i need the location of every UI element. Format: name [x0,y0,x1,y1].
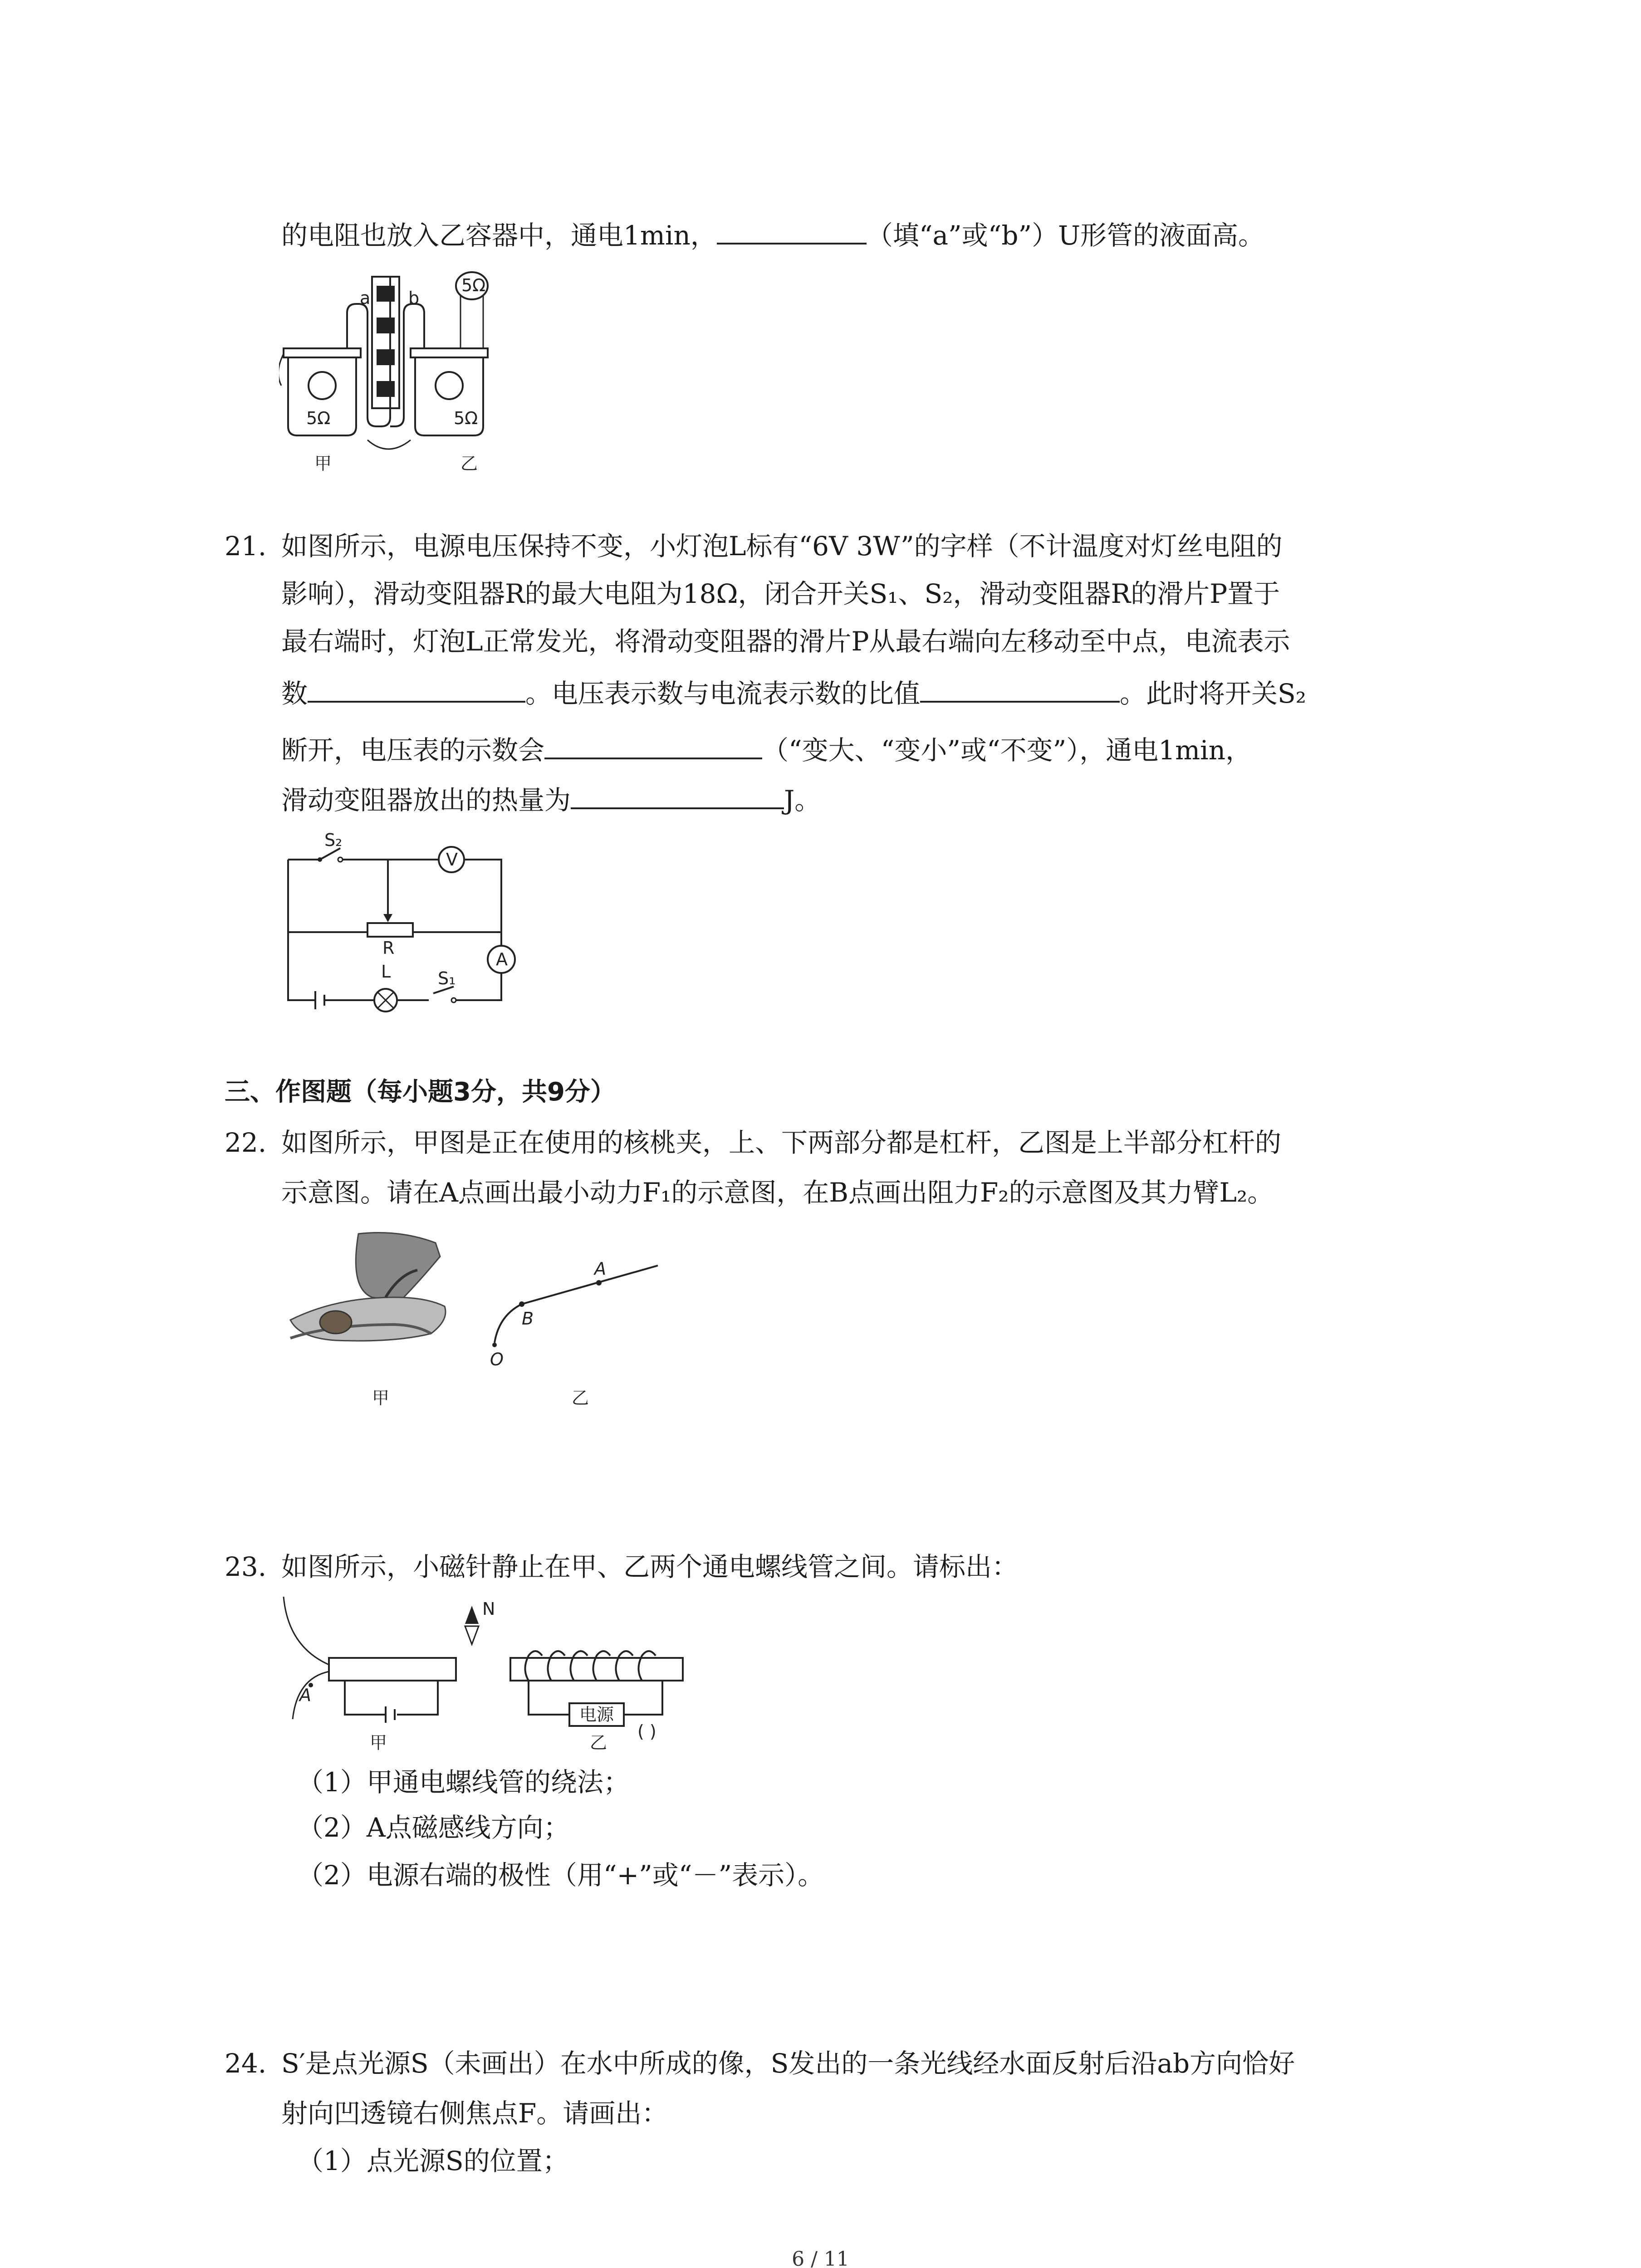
q21-label-l: L [381,962,391,982]
q20-text-b: （填“a”或“b”）U形管的液面高。 [866,220,1265,251]
q24-line2: 射向凹透镜右侧焦点F。请画出： [281,2098,668,2129]
q21-line5-a: 断开，电压表的示数会 [281,735,545,766]
q21-blank-heat[interactable] [571,804,784,809]
q21-line6-a: 滑动变阻器放出的热量为 [281,785,571,816]
q23-line1: 如图所示，小磁针静止在甲、乙两个通电螺线管之间。请标出： [281,1551,1019,1582]
q21-blank-ratio[interactable] [920,697,1120,703]
q22-line2: 示意图。请在A点画出最小动力F₁的示意图，在B点画出阻力F₂的示意图及其力臂L₂。 [281,1177,1274,1208]
q21-label-v: V [446,850,458,870]
q22-line1: 如图所示，甲图是正在使用的核桃夹，上、下两部分都是杠杆，乙图是上半部分杠杆的 [281,1127,1282,1158]
q23-label-source: 电源 [579,1705,614,1725]
q20-label-r-right: 5Ω [454,408,478,428]
q23-label-paren: ( ) [637,1721,656,1741]
q21-label-r: R [382,938,395,958]
q21-line2: 影响），滑动变阻器R的最大电阻为18Ω，闭合开关S₁、S₂，滑动变阻器R的滑片P置于 [281,578,1280,609]
q21-line6 [281,785,821,816]
q20-line1 [281,222,1264,249]
q21-line4-a: 数 [281,678,308,709]
q21-label-s2: S₂ [324,832,343,850]
q20-label-b: b [408,288,420,308]
q22-nutcracker-photo [290,1233,446,1341]
q21-line5-b: （“变大、“变小”或“不变”），通电1min， [762,735,1252,766]
q22-label-jia: 甲 [372,1388,390,1408]
q20-u-tube-figure [279,268,506,476]
q20-answer-blank[interactable] [717,239,867,244]
q23-label-yi: 乙 [590,1733,607,1753]
q20-label-r-left: 5Ω [306,408,331,428]
q23-solenoid-figure [279,1592,715,1760]
q22-label-a: A [594,1259,606,1279]
q22-number: 22. [225,1127,267,1158]
q23-label-n: N [482,1599,495,1619]
q21-blank-current[interactable] [308,697,525,703]
q21-circuit-figure [279,832,533,1014]
q21-line5 [281,735,1252,766]
q20-label-r-top: 5Ω [461,275,486,295]
q22-nutcracker-figure [281,1229,690,1420]
q21-label-s1: S₁ [438,968,456,988]
q22-label-o: O [490,1349,504,1369]
q20-label-jia: 甲 [314,454,332,474]
q20-label-a: a [360,288,371,308]
q21-label-a: A [496,949,508,969]
page-number: 6 / 11 [792,2248,849,2268]
q22-label-b: B [522,1309,534,1329]
q24-item1: （1）点光源S的位置； [297,2146,569,2176]
q21-line4 [281,680,1306,707]
q23-item2: （2）A点磁感线方向； [297,1812,570,1843]
q24-line1: S′是点光源S（未画出）在水中所成的像，S发出的一条光线经水面反射后沿ab方向恰好 [281,2048,1295,2079]
q23-item1: （1）甲通电螺线管的绕法； [297,1767,630,1798]
q23-item3: （2）电源右端的极性（用“+”或“－”表示）。 [297,1860,824,1891]
q24-number: 24. [225,2048,267,2079]
section3-heading: 三、作图题（每小题3分，共9分） [225,1077,616,1107]
q21-line4-c: 。此时将开关S₂ [1120,678,1307,709]
q23-label-a: A [299,1685,311,1705]
q20-text-a: 的电阻也放入乙容器中，通电1min， [281,220,717,251]
q21-line1: 如图所示，电源电压保持不变，小灯泡L标有“6V 3W”的字样（不计温度对灯丝电阻的 [281,531,1283,562]
q21-line3: 最右端时，灯泡L正常发光，将滑动变阻器的滑片P从最右端向左移动至中点，电流表示 [281,626,1290,657]
q20-label-yi: 乙 [460,454,478,474]
q21-number: 21. [225,531,267,562]
q22-label-yi: 乙 [572,1388,589,1408]
q23-label-jia: 甲 [370,1733,387,1753]
q21-line4-b: 。电压表示数与电流表示数的比值 [525,678,921,709]
q23-number: 23. [225,1551,267,1582]
q21-blank-voltmeter[interactable] [544,754,762,759]
q21-line6-b: J。 [784,785,821,816]
